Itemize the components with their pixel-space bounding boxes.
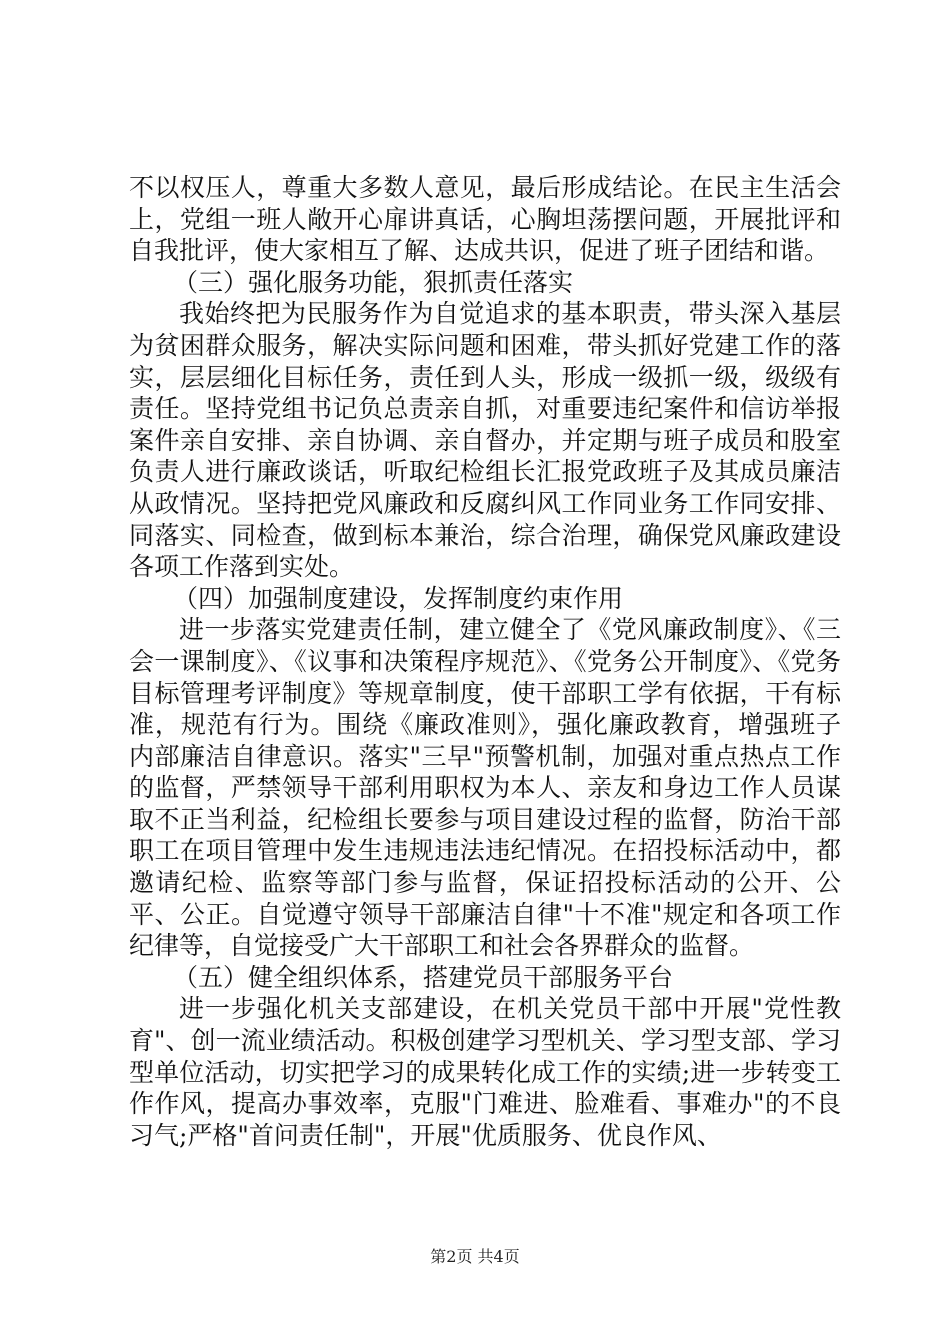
page-footer: 第2页 共4页 [430, 1247, 520, 1266]
paragraph-organization-system: 进一步强化机关支部建设，在机关党员干部中开展"党性教育"、创一流业绩活动。积极创建学习型机关、学习型支部、学习型单位活动，切实把学习的成果转化成工作的实绩;进一步转变工作作风，提高办事效率，克服"门难进、脸难看、事难办"的不良习气;严格"首问责任制"，开展"优质服务、优良作风、 [129, 994, 841, 1150]
section-heading-4: （四）加强制度建设，发挥制度约束作用 [173, 583, 624, 613]
paragraph-continuation: 不以权压人，尊重大多数人意见，最后形成结论。在民主生活会上，党组一班人敞开心扉讲真话，心胸坦荡摆问题，开展批评和自我批评，使大家相互了解、达成共识，促进了班子团结和谐。 [129, 173, 841, 266]
document-body [129, 172, 841, 1151]
paragraph-system-building: 进一步落实党建责任制，建立健全了《党风廉政制度》、《三会一课制度》、《议事和决策程序规范》、《党务公开制度》、《党务目标管理考评制度》等规章制度，使干部职工学有依据，干有标准，规范有行为。围绕《廉政准则》，强化廉政教育，增强班子内部廉洁自律意识。落实"三早"预警机制，加强对重点热点工作的监督，严禁领导干部利用职权为本人、亲友和身边工作人员谋取不正当利益，纪检组长要参与项目建设过程的监督，防治干部职工在项目管理中发生违规违法违纪情况。在招投标活动中，都邀请纪检、监察等部门参与监督，保证招投标活动的公开、公平、公正。自觉遵守领导干部廉洁自律"十不准"规定和各项工作纪律等，自觉接受广大干部职工和社会各界群众的监督。 [129, 615, 841, 961]
paragraph-service-function: 我始终把为民服务作为自觉追求的基本职责，带头深入基层为贫困群众服务，解决实际问题和困难，带头抓好党建工作的落实，层层细化目标任务，责任到人头，形成一级抓一级，级级有责任。坚持党组书记负总责亲自抓，对重要违纪案件和信访举报案件亲自安排、亲自协调、亲自督办，并定期与班子成员和股室负责人进行廉政谈话，听取纪检组长汇报党政班子及其成员廉洁从政情况。坚持把党风廉政和反腐纠风工作同业务工作同安排、同落实、同检查，做到标本兼治，综合治理，确保党风廉政建设各项工作落到实处。 [129, 299, 841, 582]
section-heading-5: （五）健全组织体系，搭建党员干部服务平台 [173, 962, 674, 992]
section-heading-3: （三）强化服务功能，狠抓责任落实 [173, 267, 574, 297]
